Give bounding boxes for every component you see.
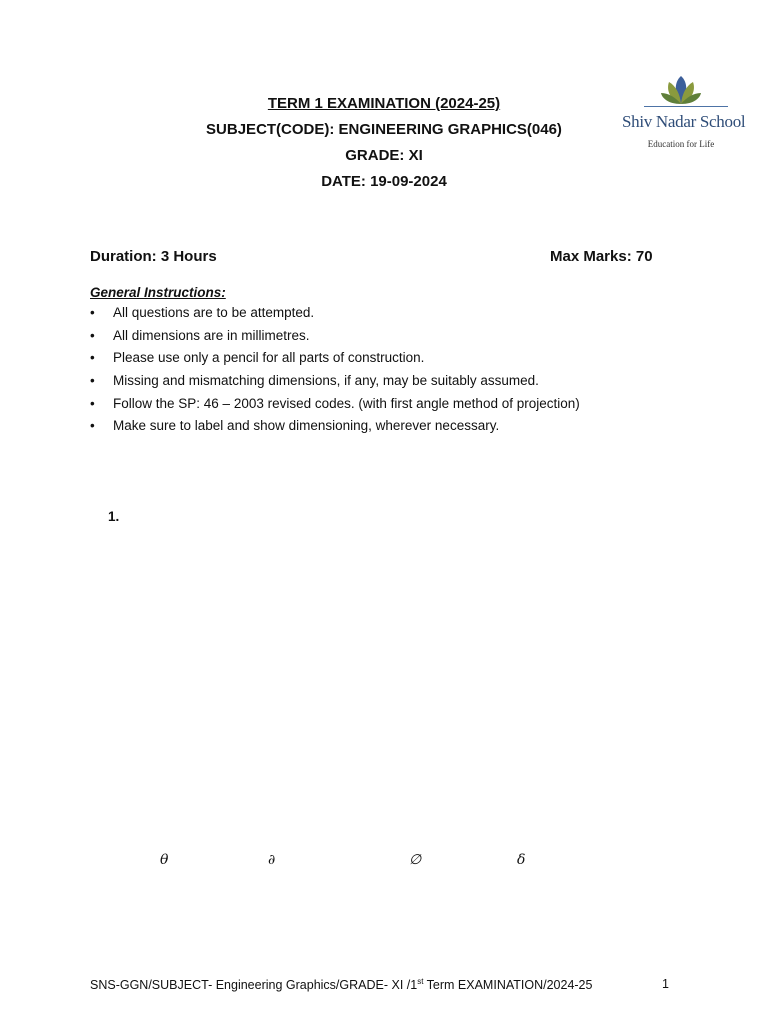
grade: GRADE: XI <box>345 147 423 164</box>
instructions-list <box>90 303 580 439</box>
school-logo <box>622 74 746 156</box>
instruction-item: • All dimensions are in millimetres. <box>90 326 580 349</box>
duration: Duration: 3 Hours <box>90 248 217 265</box>
school-tagline: Education for Life <box>647 139 715 149</box>
delta-symbol: δ <box>517 852 526 868</box>
instruction-item: • Please use only a pencil for all parts of construction. <box>90 348 580 371</box>
exam-title: TERM 1 EXAMINATION (2024-25) <box>267 95 501 112</box>
lotus-icon <box>660 74 702 106</box>
instructions-title: General Instructions: <box>90 285 226 300</box>
theta-symbol: θ <box>160 852 169 868</box>
page-number: 1 <box>662 977 669 991</box>
bullet-icon: • <box>90 350 95 366</box>
instruction-item: • Make sure to label and show dimensioning, wherever necessary. <box>90 416 580 439</box>
empty-set-symbol: ∅ <box>409 852 422 868</box>
logo-rule <box>644 106 728 107</box>
instruction-item: • Follow the SP: 46 – 2003 revised codes. (with first angle method of projection) <box>90 394 580 417</box>
partial-symbol: ∂ <box>268 852 276 868</box>
instruction-item: • Missing and mismatching dimensions, if any, may be suitably assumed. <box>90 371 580 394</box>
exam-date: DATE: 19-09-2024 <box>321 173 447 190</box>
subject-code: SUBJECT(CODE): ENGINEERING GRAPHICS(046) <box>206 121 562 138</box>
instruction-item: • All questions are to be attempted. <box>90 303 580 326</box>
bullet-icon: • <box>90 418 95 434</box>
bullet-icon: • <box>90 327 95 343</box>
bullet-icon: • <box>90 373 95 389</box>
bullet-icon: • <box>90 305 95 320</box>
school-name: Shiv Nadar School <box>622 112 746 131</box>
max-marks: Max Marks: 70 <box>550 248 653 265</box>
bullet-icon: • <box>90 395 95 411</box>
page-footer: SNS-GGN/SUBJECT- Engineering Graphics/GRADE- XI /1st Term EXAMINATION/2024-25 <box>90 977 593 992</box>
question-number: 1. <box>108 509 120 524</box>
